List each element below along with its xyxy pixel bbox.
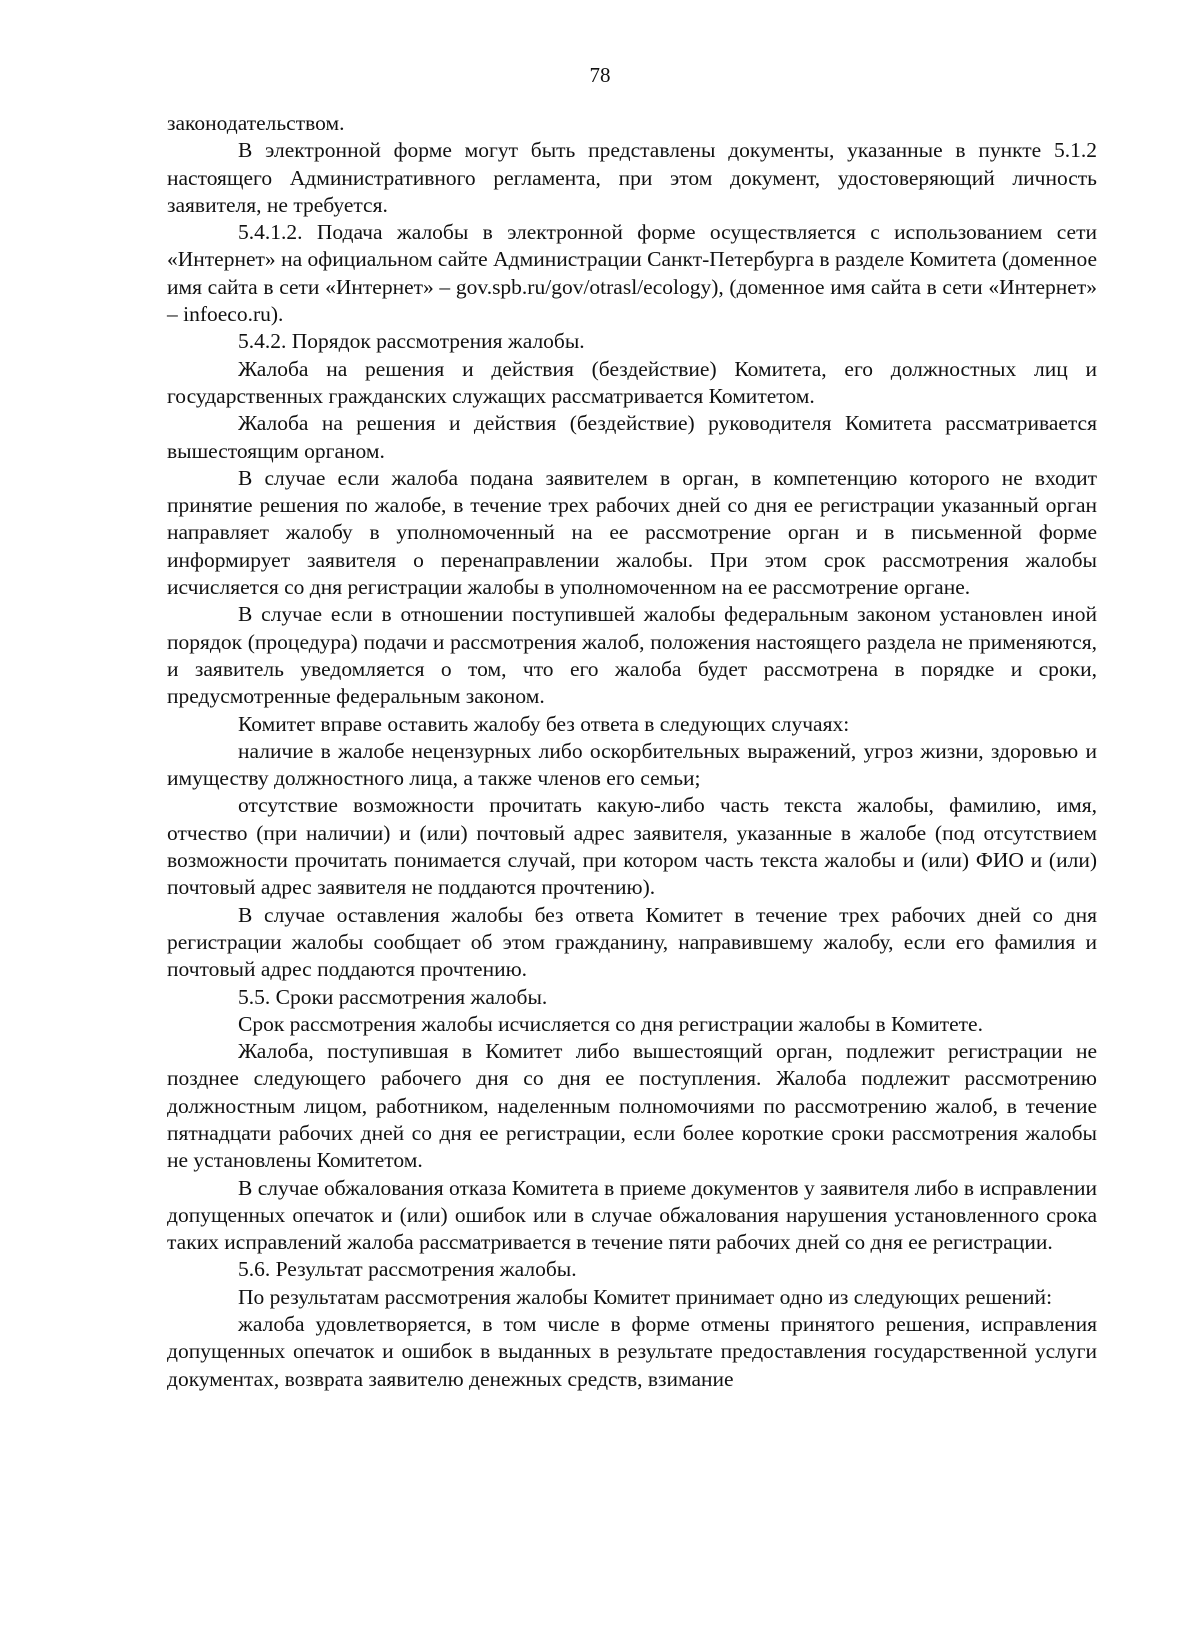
list-item: жалоба удовлетворяется, в том числе в форме отмены принятого решения, исправления допущенных опечаток и ошибок в выданных в результате предоставления государственной услуги документах, возврата заявителю денежных средств, взимание — [167, 1312, 1097, 1391]
paragraph: В случае обжалования отказа Комитета в приеме документов у заявителя либо в исправлении допущенных опечаток и (или) ошибок или в случае обжалования нарушения установленного срока таких исправлений жалоба рассматривается в течение пяти рабочих дней со дня ее регистрации. — [167, 1175, 1097, 1255]
paragraph: Комитет вправе оставить жалобу без ответа в следующих случаях: — [238, 711, 850, 736]
paragraph: законодательством. — [167, 111, 345, 135]
section-heading: 5.4.2. Порядок рассмотрения жалобы. — [238, 329, 585, 354]
paragraph: Срок рассмотрения жалобы исчисляется со дня регистрации жалобы в Комитете. — [238, 1011, 983, 1036]
paragraph: Жалоба на решения и действия (бездействие) руководителя Комитета рассматривается вышестоящим органом. — [167, 411, 1097, 463]
document-body — [167, 110, 1097, 1393]
paragraph: 5.4.1.2. Подача жалобы в электронной форме осуществляется с использованием сети «Интернет» на официальном сайте Администрации Санкт-Петербурга в разделе Комитета (доменное имя сайта в сети «Интернет» – gov.spb.ru/gov/otrasl/ecology), (доменное имя сайта в сети «Интернет» – infoeco.ru). — [167, 220, 1097, 327]
paragraph: Жалоба на решения и действия (бездействие) Комитета, его должностных лиц и государственных гражданских служащих рассматривается Комитетом. — [167, 356, 1097, 408]
paragraph: В случае оставления жалобы без ответа Комитет в течение трех рабочих дней со дня регистрации жалобы сообщает об этом гражданину, направившему жалобу, если его фамилия и почтовый адрес поддаются прочтению. — [167, 902, 1097, 982]
section-heading: 5.6. Результат рассмотрения жалобы. — [238, 1257, 577, 1282]
section-heading: 5.5. Сроки рассмотрения жалобы. — [238, 984, 548, 1009]
page-number: 78 — [589, 63, 611, 87]
paragraph: Жалоба, поступившая в Комитет либо вышестоящий орган, подлежит регистрации не позднее следующего рабочего дня со дня ее поступления. Жалоба подлежит рассмотрению должностным лицом, работником, наделенным полномочиями по рассмотрению жалоб, в течение пятнадцати рабочих дней со дня ее регистрации, если более короткие сроки рассмотрения жалобы не установлены Комитетом. — [167, 1039, 1097, 1173]
paragraph: По результатам рассмотрения жалобы Комитет принимает одно из следующих решений: — [238, 1284, 1053, 1309]
paragraph: В электронной форме могут быть представлены документы, указанные в пункте 5.1.2 настоящего Административного регламента, при этом документ, удостоверяющий личность заявителя, не требуется. — [167, 138, 1097, 217]
list-item: отсутствие возможности прочитать какую-либо часть текста жалобы, фамилию, имя, отчество (при наличии) и (или) почтовый адрес заявителя, указанные в жалобе (под отсутствием возможности прочитать понимается случай, при котором часть текста жалобы и (или) ФИО и (или) почтовый адрес заявителя не поддаются прочтению). — [167, 793, 1097, 900]
paragraph: В случае если в отношении поступившей жалобы федеральным законом установлен иной порядок (процедура) подачи и рассмотрения жалоб, положения настоящего раздела не применяются, и заявитель уведомляется о том, что его жалоба будет рассмотрена в порядке и сроки, предусмотренные федеральным законом. — [167, 602, 1097, 709]
list-item: наличие в жалобе нецензурных либо оскорбительных выражений, угроз жизни, здоровью и имуществу должностного лица, а также членов его семьи; — [167, 738, 1097, 791]
paragraph: В случае если жалоба подана заявителем в орган, в компетенцию которого не входит принятие решения по жалобе, в течение трех рабочих дней со дня ее регистрации указанный орган направляет жалобу в уполномоченный на ее рассмотрение орган и в письменной форме информирует заявителя о перенаправлении жалобы. При этом срок рассмотрения жалобы исчисляется со дня регистрации жалобы в уполномоченном на ее рассмотрение органе. — [167, 465, 1097, 600]
